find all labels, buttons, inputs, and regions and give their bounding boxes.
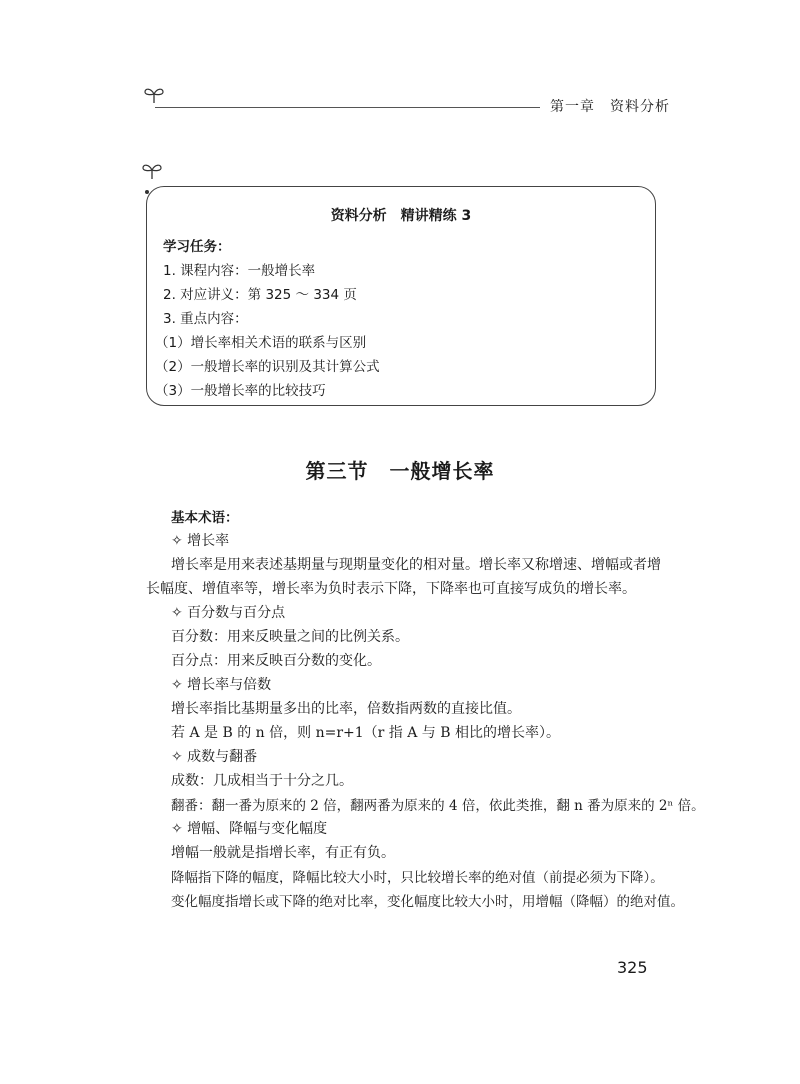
paragraph-line: 长幅度、增值率等，增长率为负时表示下降，下降率也可直接写成负的增长率。 xyxy=(146,581,636,597)
task-heading: 学习任务： xyxy=(163,239,231,255)
section-title: 第三节 一般增长率 xyxy=(305,459,495,483)
paragraph-line: 成数：几成相当于十分之几。 xyxy=(171,773,353,789)
paragraph-line: 百分点：用来反映百分数的变化。 xyxy=(171,653,381,669)
paragraph-line: 若 A 是 B 的 n 倍，则 n=r+1（r 指 A 与 B 相比的增长率）。 xyxy=(171,725,560,741)
task-line: （3）一般增长率的比较技巧 xyxy=(155,383,326,399)
header-rule xyxy=(155,107,540,108)
paragraph-line: 增幅一般就是指增长率，有正有负。 xyxy=(171,845,395,861)
page-number: 325 xyxy=(617,958,648,977)
task-line: （1）增长率相关术语的联系与区别 xyxy=(155,335,367,351)
terms-heading: 基本术语： xyxy=(171,510,239,526)
chapter-title: 第一章 资料分析 xyxy=(550,99,670,115)
task-line: （2）一般增长率的识别及其计算公式 xyxy=(155,359,380,375)
task-line: 2. 对应讲义：第 325 ～ 334 页 xyxy=(163,287,357,303)
study-task-box xyxy=(146,186,656,406)
box-bullet-dot xyxy=(145,190,149,194)
paragraph-line: 翻番：翻一番为原来的 2 倍，翻两番为原来的 4 倍，依此类推，翻 n 番为原来的 2ⁿ 倍。 xyxy=(171,798,705,814)
sprout-icon xyxy=(143,84,165,104)
paragraph-line: 增长率是用来表述基期量与现期量变化的相对量。增长率又称增速、增幅或者增 xyxy=(171,557,661,573)
task-line: 3. 重点内容： xyxy=(163,311,248,327)
term-heading: ✧ 成数与翻番 xyxy=(171,749,258,765)
task-line: 1. 课程内容：一般增长率 xyxy=(163,263,316,279)
sprout-icon xyxy=(141,160,163,180)
paragraph-line: 降幅指下降的幅度，降幅比较大小时，只比较增长率的绝对值（前提必须为下降）。 xyxy=(171,870,664,886)
term-heading: ✧ 百分数与百分点 xyxy=(171,605,286,621)
paragraph-line: 增长率指比基期量多出的比率，倍数指两数的直接比值。 xyxy=(171,701,521,717)
paragraph-line: 百分数：用来反映量之间的比例关系。 xyxy=(171,629,409,645)
term-heading: ✧ 增长率与倍数 xyxy=(171,677,272,693)
term-heading: ✧ 增长率 xyxy=(171,533,230,549)
paragraph-line: 变化幅度指增长或下降的绝对比率，变化幅度比较大小时，用增幅（降幅）的绝对值。 xyxy=(171,894,684,910)
term-heading: ✧ 增幅、降幅与变化幅度 xyxy=(171,821,328,837)
task-box-title: 资料分析 精讲精练 3 xyxy=(330,208,472,224)
